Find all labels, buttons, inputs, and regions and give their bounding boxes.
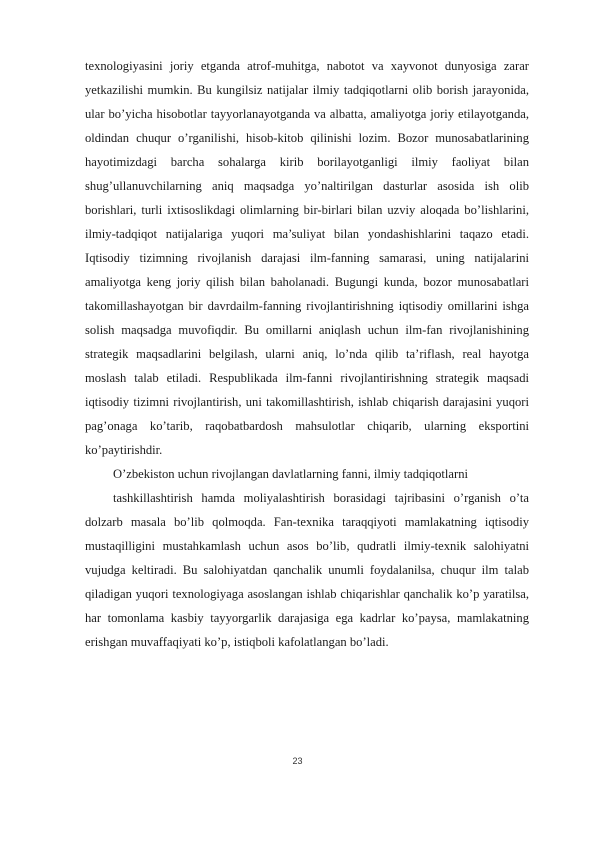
paragraph-single-line: O’zbekiston uchun rivojlangan davlatlarning fanni, ilmiy tadqiqotlarni [113, 467, 468, 481]
paragraph-continued: texnologiyasini joriy etganda atrof-muhitga, nabotot va xayvonot dunyosiga zarar yetkazilishi mumkin. Bu kungilsiz natijalar ilmiy tadqiqotlarni olib borish jarayonida, ular bo’yicha hisobotlar tayyorlanayotganda va albatta, amaliyotga joriy etilayotganda, oldindan chuqur o’rganilishi, hisob-kitob qilinishi lozim. Bozor munosabatlarining hayotimizdagi barcha sohalarga kirib borilayotganligi ilmiy faoliyat bilan shug’ullanuvchilarning aniq maqsadga yo’naltirilgan dasturlar asosida ish olib borishlari, turli ixtisoslikdagi olimlarning bir-birlari bilan uzviy aloqada bo’lishlarini, ilmiy-tadqiqot natijalariga yuqori ma’suliyat bilan yondashishlarini taqazo etadi. Iqtisodiy tizimning rivojlanish darajasi ilm-fanning samarasi, uning natijalarini amaliyotga keng joriy qilish bilan baholanadi. Bugungi kunda, bozor munosabatlari takomillashayotgan bir davrdailm-fanning rivojlantirishning iqtisodiy omillarini ishga solish maqsadga muvofiqdir. Bu omillarni aniqlash uchun ilm-fan rivojlanishining strategik maqsadlarini belgilash, ularni aniq, lo’nda qilib ta’riflash, real hayotga moslash talab etiladi. Respublikada ilm-fanni rivojlantirishning strategik maqsadi iqtisodiy tizimni rivojlantirish, uni takomillashtirish, ishlab chiqarish darajasini yuqori pag’onaga ko’tarib, raqobatbardosh mahsulotlar chiqarib, ularning eksportini ko’paytirishdir. [85, 59, 529, 457]
page-number: 23 [292, 756, 303, 766]
paragraph: tashkillashtirish hamda moliyalashtirish borasidagi tajribasini o’rganish o’ta dolzarb masala bo’lib qolmoqda. Fan-texnika taraqqiyoti mamlakatning iqtisodiy mustaqilligini mustahkamlash uchun asos bo’lib, qudratli ilmiy-texnik salohiyatni vujudga keltiradi. Bu salohiyatdan qanchalik unumli foydalanilsa, chuqur ilm talab qiladigan yuqori texnologiyaga asoslangan ishlab chiqarishlar qanchalik ko’p yaratilsa, har tomonlama kasbiy tayyorgarlik darajasiga ega kadrlar ko’paysa, mamlakatning erishgan muvaffaqiyati ko’p, istiqboli kafolatlangan bo’ladi. [85, 491, 529, 649]
document-body [85, 54, 529, 654]
